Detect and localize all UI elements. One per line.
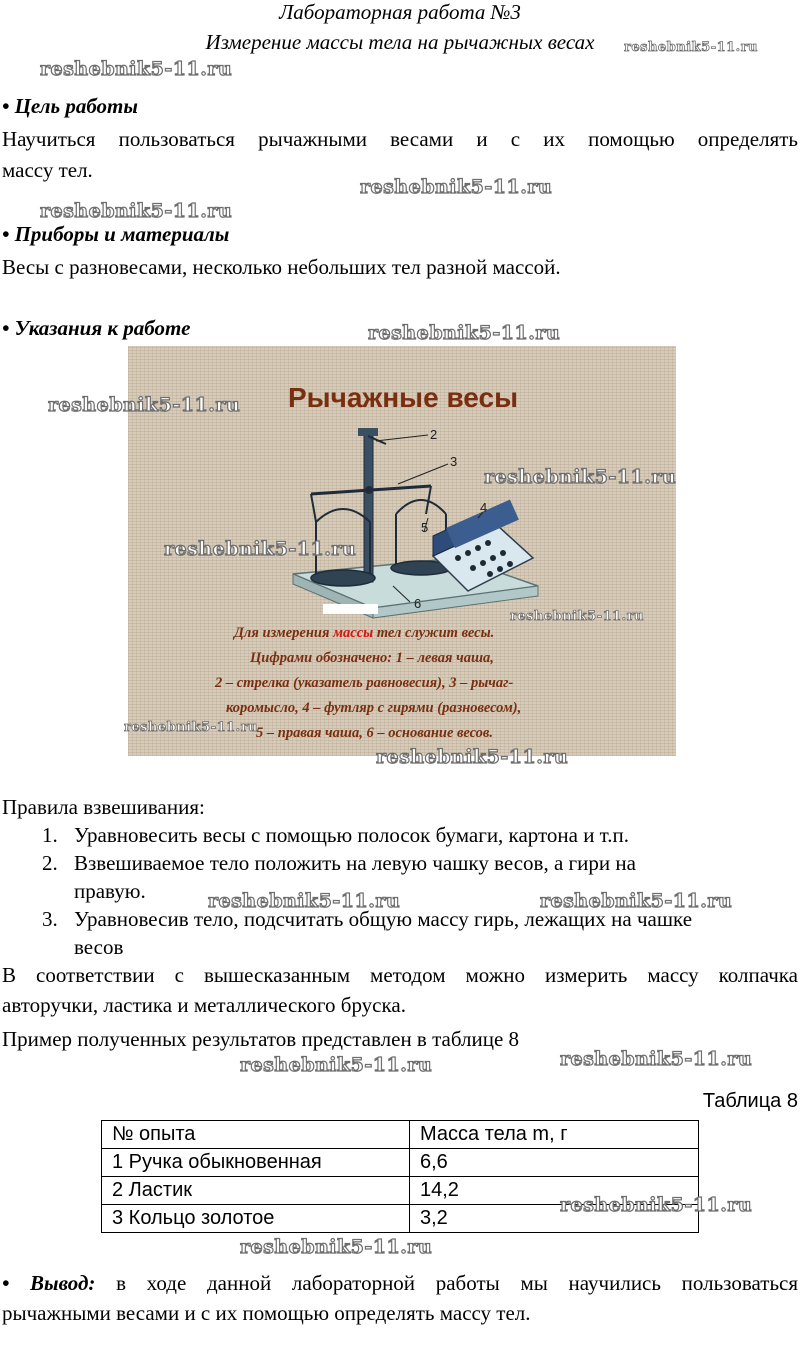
figure-title: Рычажные весы (288, 382, 518, 413)
table-header-row (102, 1121, 699, 1149)
rule-2-text: Взвешиваемое тело положить на левую чашку весов, а гири на (74, 851, 636, 875)
balance-column (364, 432, 373, 582)
goal-text-line1: Научиться пользоваться рычажными весами и с их помощью определять (2, 127, 798, 151)
watermark: reshebnik5-11.ru (240, 1054, 433, 1076)
rule-2-text-cont: правую. (74, 879, 146, 903)
table-cell: 6,6 (410, 1149, 699, 1177)
materials-text: Весы с разновесами, несколько небольших тел разной массой. (2, 255, 561, 279)
goal-heading: • Цель работы (2, 94, 138, 118)
watermark: reshebnik5-11.ru (124, 720, 259, 735)
table-cell: 2 Ластик (102, 1177, 410, 1205)
method-text-line1: В соответствии с вышесказанным методом можно измерить массу колпачка (2, 963, 798, 987)
watermark: reshebnik5-11.ru (510, 609, 645, 624)
table-cell: 1 Ручка обыкновенная (102, 1149, 410, 1177)
figure-caption-line3: 2 – стрелка (указатель равновесия), 3 – рычаг- (215, 675, 514, 691)
conclusion-line1 (2, 1268, 798, 1298)
rule-2-number: 2. (42, 851, 58, 875)
figure-caption-line4: коромысло, 4 – футляр с гирями (разновесом), (226, 700, 522, 716)
table-row (102, 1149, 699, 1177)
lab-subtitle: Измерение массы тела на рычажных весах (205, 30, 595, 54)
watermark: reshebnik5-11.ru (164, 538, 357, 560)
watermark: reshebnik5-11.ru (40, 58, 233, 80)
results-table (101, 1120, 699, 1233)
watermark: reshebnik5-11.ru (376, 746, 569, 768)
rule-1-number: 1. (42, 823, 58, 847)
table-cell: 14,2 (410, 1177, 699, 1205)
watermark: reshebnik5-11.ru (240, 1236, 433, 1258)
figure-caption-line5: 5 – правая чаша, 6 – основание весов. (256, 725, 493, 741)
watermark: reshebnik5-11.ru (368, 322, 561, 344)
conclusion-line2: рычажными весами и с их помощью определять массу тел. (2, 1301, 531, 1325)
table-header-cell: № опыта (102, 1121, 410, 1149)
method-text-line2: авторучки, ластика и металлического бруска. (2, 993, 406, 1017)
label-4: 4 (480, 500, 488, 515)
table-caption: Таблица 8 (702, 1090, 798, 1112)
watermark: reshebnik5-11.ru (48, 394, 241, 416)
rule-3-text: Уравновесив тело, подсчитать общую массу гирь, лежащих на чашке (74, 907, 693, 931)
label-6: 6 (414, 596, 422, 611)
left-pan (311, 570, 375, 586)
rule-3-text-cont: весов (74, 935, 124, 959)
watermark: reshebnik5-11.ru (540, 890, 733, 912)
rule-3-number: 3. (42, 907, 58, 931)
figure-caption-line2: Цифрами обозначено: 1 – левая чаша, (250, 650, 494, 666)
label-3: 3 (450, 454, 458, 469)
watermark: reshebnik5-11.ru (624, 40, 759, 55)
watermark: reshebnik5-11.ru (208, 890, 401, 912)
label-5: 5 (421, 520, 429, 535)
rule-1-text: Уравновесить весы с помощью полосок бумаги, картона и т.п. (74, 823, 630, 847)
goal-text-line2: массу тел. (2, 158, 93, 182)
watermark: reshebnik5-11.ru (560, 1194, 753, 1216)
rules-heading: Правила взвешивания: (2, 795, 205, 819)
conclusion-label: • Вывод: (2, 1271, 96, 1295)
watermark: reshebnik5-11.ru (360, 176, 553, 198)
lab-title: Лабораторная работа №3 (279, 0, 521, 24)
watermark: reshebnik5-11.ru (40, 200, 233, 222)
materials-heading: • Приборы и материалы (2, 222, 230, 246)
table-cell: 3,2 (410, 1205, 699, 1233)
label-2: 2 (430, 427, 438, 442)
example-text: Пример полученных результатов представлен в таблице 8 (2, 1027, 520, 1051)
instructions-heading: • Указания к работе (2, 316, 191, 340)
paper-strip (323, 604, 378, 614)
table-cell: 3 Кольцо золотое (102, 1205, 410, 1233)
figure-caption-line1: Для измерения массы тел служит весы. (234, 625, 495, 641)
table-header-cell: Масса тела m, г (410, 1121, 699, 1149)
watermark: reshebnik5-11.ru (484, 466, 677, 488)
conclusion-text: в ходе данной лабораторной работы мы научились пользоваться (95, 1271, 798, 1295)
watermark: reshebnik5-11.ru (560, 1048, 753, 1070)
